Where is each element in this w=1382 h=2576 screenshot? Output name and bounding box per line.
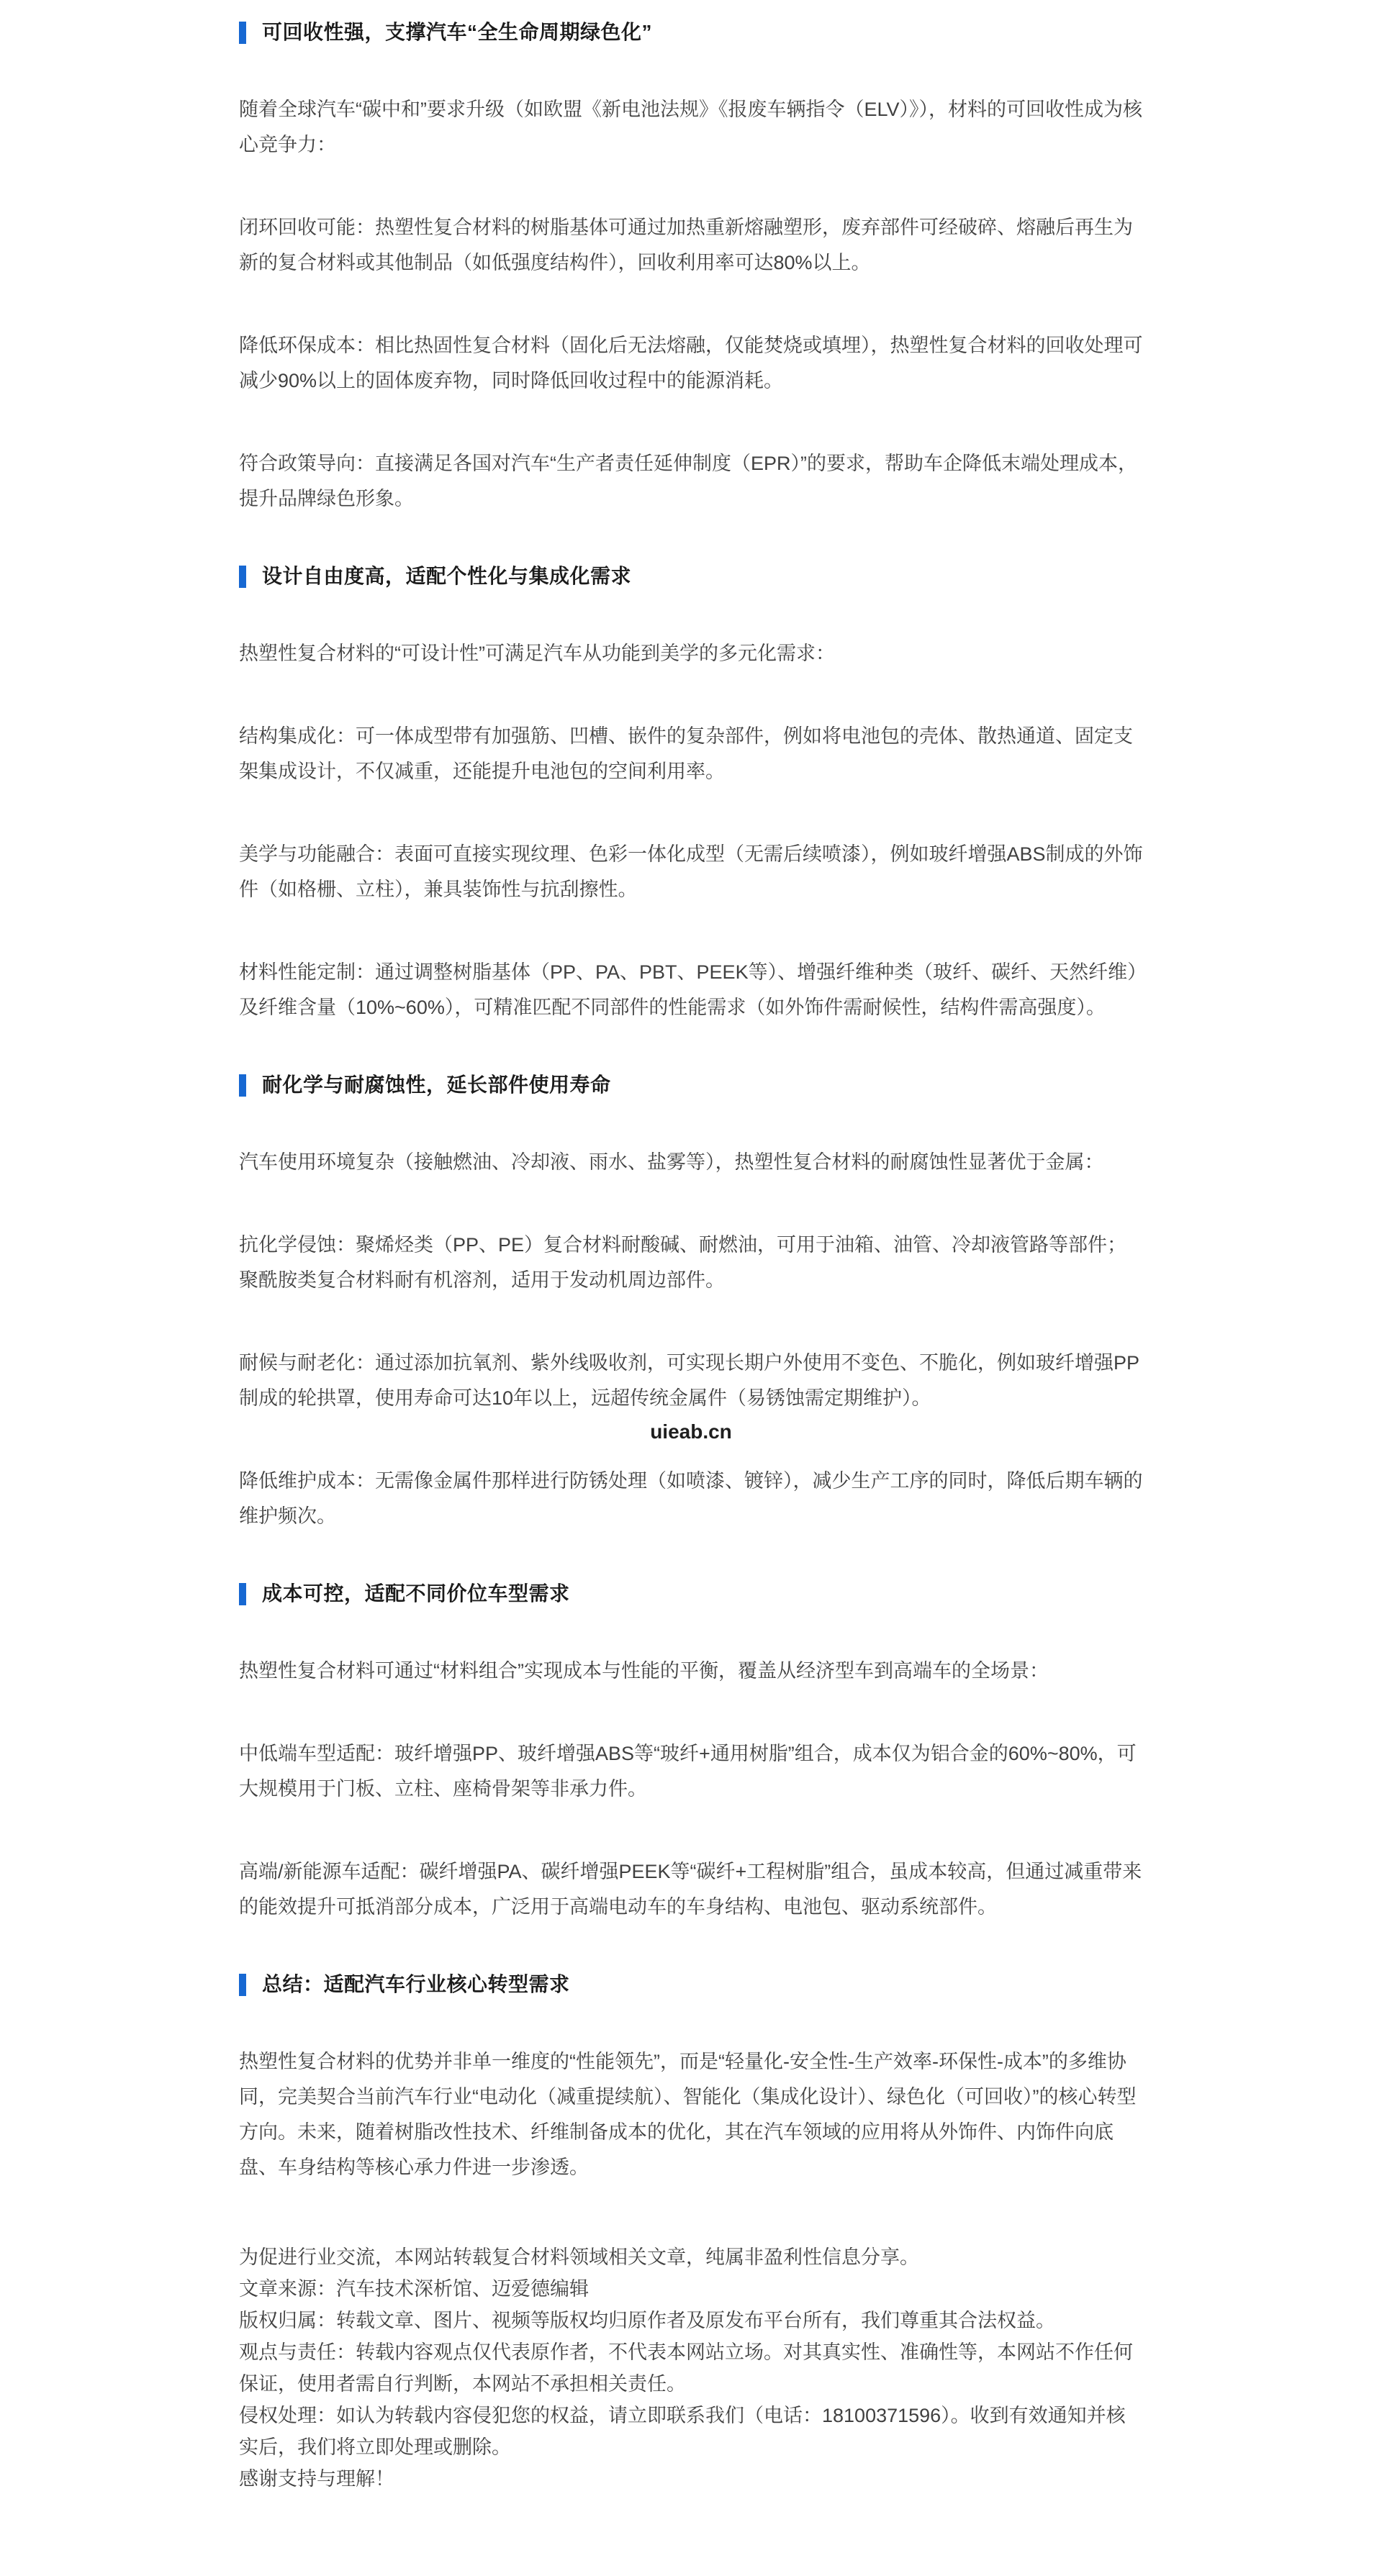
watermark: uieab.cn [650, 1420, 732, 1443]
section-heading [239, 1972, 1143, 1997]
section-heading-text: 总结：适配汽车行业核心转型需求 [262, 1973, 570, 1995]
section-heading [239, 1073, 1143, 1097]
paragraph: 降低环保成本：相比热固性复合材料（固化后无法熔融，仅能焚烧或填埋），热塑性复合材料的回收处理可减少90%以上的固体废弃物，同时降低回收过程中的能源消耗。 [239, 335, 1143, 391]
paragraph: 闭环回收可能：热塑性复合材料的树脂基体可通过加热重新熔融塑形，废弃部件可经破碎、熔融后再生为新的复合材料或其他制品（如低强度结构件），回收利用率可达80%以上。 [239, 217, 1133, 273]
paragraph: 降低维护成本：无需像金属件那样进行防锈处理（如喷漆、镀锌），减少生产工序的同时，降低后期车辆的维护频次。 [239, 1470, 1143, 1527]
footer-line-infringement: 侵权处理：如认为转载内容侵犯您的权益，请立即联系我们（电话：18100371596）。收到有效通知并核实后，我们将立即处理或删除。 [239, 2405, 1126, 2458]
heading-accent-bar-icon [239, 1583, 246, 1605]
heading-accent-bar-icon [239, 1974, 246, 1996]
paragraph: 耐候与耐老化：通过添加抗氧剂、紫外线吸收剂，可实现长期户外使用不变色、不脆化，例如玻纤增强PP制成的轮拱罩，使用寿命可达10年以上，远超传统金属件（易锈蚀需定期维护）。 [239, 1352, 1140, 1409]
section-heading [239, 1582, 1143, 1606]
section-heading [239, 20, 1143, 45]
footer-disclaimer [239, 2241, 1143, 2495]
paragraph: 材料性能定制：通过调整树脂基体（PP、PA、PBT、PEEK等）、增强纤维种类（玻纤、碳纤、天然纤维）及纤维含量（10%~60%），可精准匹配不同部件的性能需求（如外饰件需耐候性，结构件需高强度）。 [239, 961, 1137, 1018]
paragraph: 结构集成化：可一体成型带有加强筋、凹槽、嵌件的复杂部件，例如将电池包的壳体、散热通道、固定支架集成设计，不仅减重，还能提升电池包的空间利用率。 [239, 725, 1133, 782]
paragraph: 符合政策导向：直接满足各国对汽车“生产者责任延伸制度（EPR）”的要求，帮助车企降低末端处理成本，提升品牌绿色形象。 [239, 453, 1137, 509]
paragraph: 热塑性复合材料的优势并非单一维度的“性能领先”，而是“轻量化-安全性-生产效率-环保性-成本”的多维协同，完美契合当前汽车行业“电动化（减重提续航）、智能化（集成化设计）、绿色化（可回收）”的核心转型方向。未来，随着树脂改性技术、纤维制备成本的优化，其在汽车领域的应用将从外饰件、内饰件向底盘、车身结构等核心承力件进一步渗透。 [239, 2051, 1137, 2178]
article-content [239, 0, 1143, 2570]
section-heading [239, 564, 1143, 589]
paragraph: 随着全球汽车“碳中和”要求升级（如欧盟《新电池法规》《报废车辆指令（ELV）》），材料的可回收性成为核心竞争力： [239, 99, 1143, 155]
section-heading-text: 可回收性强，支撑汽车“全生命周期绿色化” [262, 21, 653, 43]
paragraph: 高端/新能源车适配：碳纤增强PA、碳纤增强PEEK等“碳纤+工程树脂”组合，虽成本较高，但通过减重带来的能效提升可抵消部分成本，广泛用于高端电动车的车身结构、电池包、驱动系统部件。 [239, 1861, 1142, 1918]
section-heading-text: 成本可控，适配不同价位车型需求 [262, 1582, 570, 1605]
paragraph: 汽车使用环境复杂（接触燃油、冷却液、雨水、盐雾等），热塑性复合材料的耐腐蚀性显著优于金属： [239, 1151, 1104, 1173]
footer-line-thanks: 感谢支持与理解！ [239, 2468, 394, 2490]
paragraph: 中低端车型适配：玻纤增强PP、玻纤增强ABS等“玻纤+通用树脂”组合，成本仅为铝合金的60%~80%，可大规模用于门板、立柱、座椅骨架等非承力件。 [239, 1743, 1137, 1800]
paragraph: 热塑性复合材料的“可设计性”可满足汽车从功能到美学的多元化需求： [239, 643, 835, 664]
heading-accent-bar-icon [239, 22, 246, 44]
footer-line: 为促进行业交流，本网站转载复合材料领域相关文章，纯属非盈利性信息分享。 [239, 2246, 919, 2268]
heading-accent-bar-icon [239, 566, 246, 588]
paragraph: 美学与功能融合：表面可直接实现纹理、色彩一体化成型（无需后续喷漆），例如玻纤增强ABS制成的外饰件（如格栅、立柱），兼具装饰性与抗刮擦性。 [239, 843, 1143, 900]
footer-line-responsibility: 观点与责任：转载内容观点仅代表原作者，不代表本网站立场。对其真实性、准确性等，本网站不作任何保证，使用者需自行判断，本网站不承担相关责任。 [239, 2341, 1133, 2395]
paragraph: 热塑性复合材料可通过“材料组合”实现成本与性能的平衡，覆盖从经济型车到高端车的全场景： [239, 1660, 1049, 1682]
footer-line-source: 文章来源：汽车技术深析馆、迈爱德编辑 [239, 2278, 589, 2300]
section-heading-text: 耐化学与耐腐蚀性，延长部件使用寿命 [262, 1074, 611, 1096]
paragraph: 抗化学侵蚀：聚烯烃类（PP、PE）复合材料耐酸碱、耐燃油，可用于油箱、油管、冷却液管路等部件；聚酰胺类复合材料耐有机溶剂，适用于发动机周边部件。 [239, 1234, 1127, 1291]
section-heading-text: 设计自由度高，适配个性化与集成化需求 [262, 565, 632, 587]
footer-line-copyright: 版权归属：转载文章、图片、视频等版权均归原作者及原发布平台所有，我们尊重其合法权益。 [239, 2310, 1055, 2331]
heading-accent-bar-icon [239, 1074, 246, 1097]
